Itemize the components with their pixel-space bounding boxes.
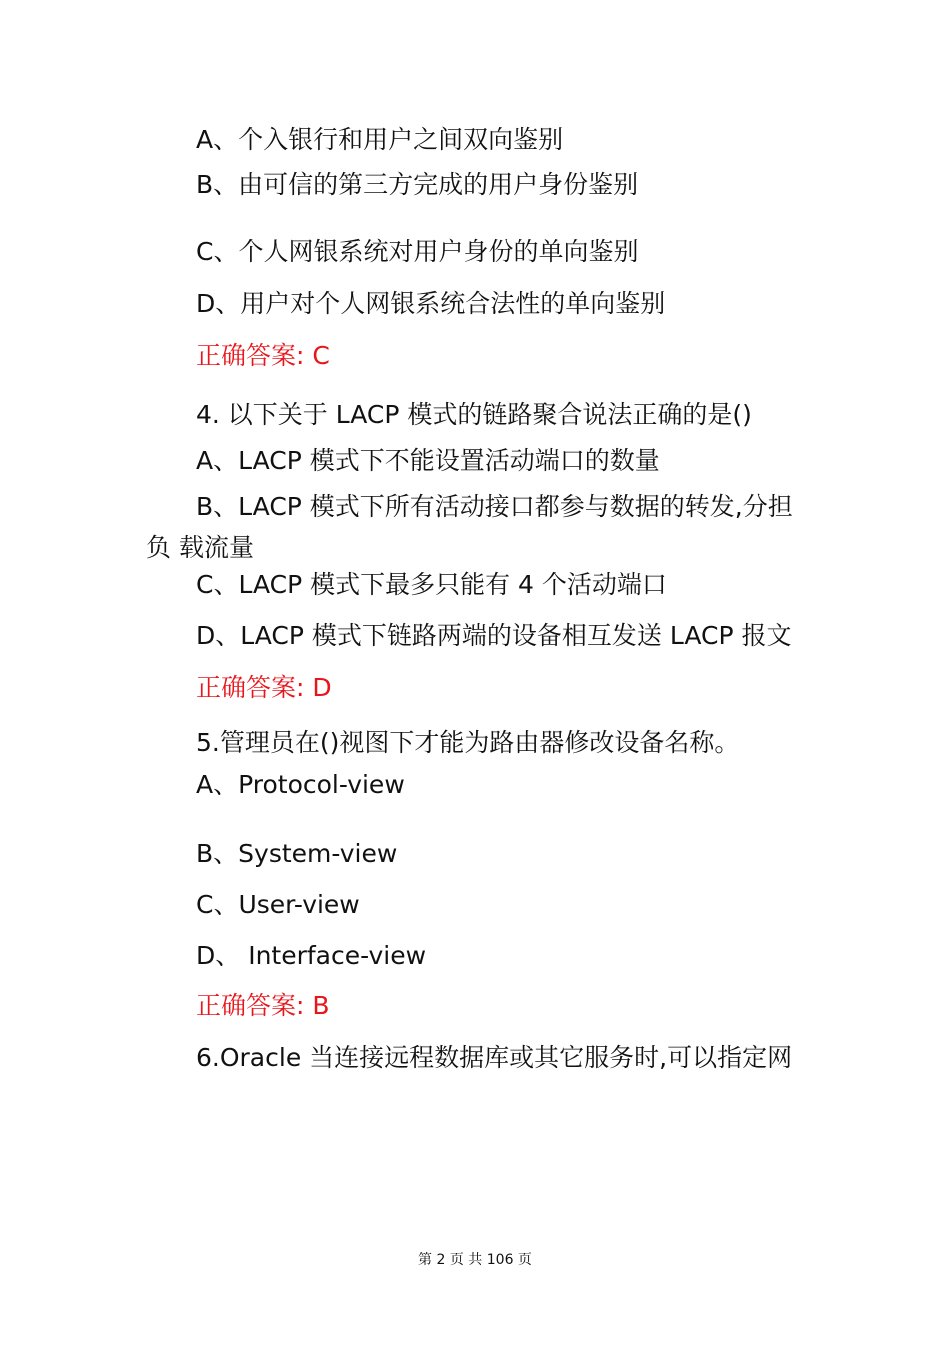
q6-question: 6.Oracle 当连接远程数据库或其它服务时,可以指定网	[196, 1043, 793, 1072]
q3-option-b: B、由可信的第三方完成的用户身份鉴别	[196, 170, 639, 199]
q4-option-d: D、LACP 模式下链路两端的设备相互发送 LACP 报文	[196, 621, 792, 650]
q3-option-d: D、用户对个人网银系统合法性的单向鉴别	[196, 289, 666, 318]
q3-correct-answer: 正确答案: C	[196, 341, 330, 370]
q5-option-b: B、System-view	[196, 839, 398, 868]
q3-option-c: C、个人网银系统对用户身份的单向鉴别	[196, 237, 639, 266]
q3-option-a: A、个入银行和用户之间双向鉴别	[196, 125, 564, 154]
q4-option-b-line2: 负 载流量	[146, 533, 254, 562]
q5-correct-answer: 正确答案: B	[196, 991, 330, 1020]
q4-question: 4. 以下关于 LACP 模式的链路聚合说法正确的是()	[196, 400, 752, 429]
q4-option-a: A、LACP 模式下不能设置活动端口的数量	[196, 446, 660, 475]
q4-option-c: C、LACP 模式下最多只能有 4 个活动端口	[196, 570, 667, 599]
page-footer: 第 2 页 共 106 页	[418, 1252, 532, 1268]
q4-option-b-line1: B、LACP 模式下所有活动接口都参与数据的转发,分担	[196, 492, 793, 521]
q5-option-c: C、User-view	[196, 890, 360, 919]
q5-option-a: A、Protocol-view	[196, 770, 405, 799]
q5-option-d: D、 Interface-view	[196, 941, 427, 970]
q4-correct-answer: 正确答案: D	[196, 673, 332, 702]
q5-question: 5.管理员在()视图下才能为路由器修改设备名称。	[196, 728, 740, 757]
